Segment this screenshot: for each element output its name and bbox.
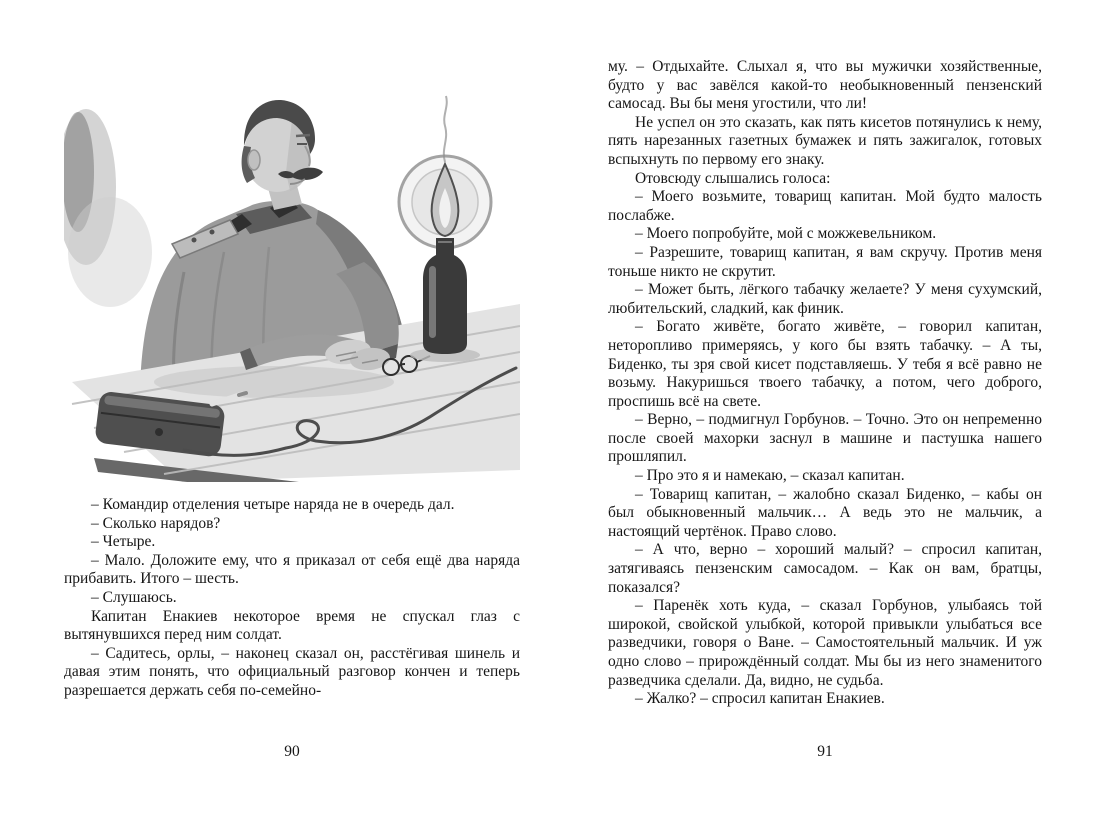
illustration-drawing (64, 52, 520, 482)
right-text-block (608, 58, 1042, 709)
paragraph: му. – Отдыхайте. Слыхал я, что вы мужички хозяйственные, будто у вас завёлся какой-то необыкновенный пензенский самосад. Вы бы меня угостили, что ли! (608, 58, 1042, 113)
paragraph: Капитан Енакиев некоторое время не спускал глаз с вытянувшихся перед ним солдат. (64, 607, 520, 644)
background-wash (64, 109, 152, 307)
paragraph: – Четыре. (91, 533, 156, 551)
page-number-right: 91 (817, 743, 833, 760)
illustration (64, 52, 520, 482)
paragraph: – Может быть, лёгкого табачку желаете? У меня сухумский, любительский, сладкий, как финик. (608, 281, 1042, 317)
paragraph: – Сколько нарядов? (91, 514, 221, 532)
paragraph: – Товарищ капитан, – жалобно сказал Биденко, – кабы он был обыкновенный мальчик… А ведь это не мальчик, а настоящий чертёнок. Право слово. (608, 485, 1042, 540)
paragraph: – Верно, – подмигнул Горбунов. – Точно. Это он непременно после своей махорки заснул в машине и пастушка нашего прошляпил. (608, 411, 1042, 466)
page-number-left: 90 (284, 743, 300, 760)
paragraph: – Паренёк хоть куда, – сказал Горбунов, улыбаясь той широкой, свойской улыбкой, которой привыкли улыбаться все разведчики, говоря о Ване. – Самостоятельный мальчик. И уж одно слово – прирождённый солдат. Мы бы из него знаменитого разведчика сделали. Да, видно, не судьба. (608, 597, 1042, 689)
paragraph: – Разрешите, товарищ капитан, я вам скручу. Против меня тоньше никто не скрутит. (608, 243, 1042, 280)
paragraph: – Моего возьмите, товарищ капитан. Мой будто малость послабже. (608, 188, 1042, 224)
paragraph: Не успел он это сказать, как пять кисетов потянулись к нему, пять нарезанных газетных бумажек и пять зажигалок, готовых вспыхнуть по первому его знаку. (608, 113, 1042, 168)
paragraph: – Богато живёте, богато живёте, – говорил капитан, неторопливо примеряясь, у кого бы взять табачку. – А ты, Биденко, ты зря свой кисет подставляешь. У тебя я всё равно не возьму. Накуришься твоего табачку, а потом, чего доброго, проспишь всё на свете. (608, 318, 1042, 410)
smoke-wisp (444, 96, 447, 162)
paragraph: – Мало. Доложите ему, что я приказал от себя ещё два наряда прибавить. Итого – шесть. (64, 551, 520, 588)
paragraph: – Жалко? – спросил капитан Енакиев. (635, 690, 885, 708)
paragraph: – Командир отделения четыре наряда не в очередь дал. (91, 496, 455, 513)
paragraph: – Слушаюсь. (91, 588, 177, 606)
paragraph: – А что, верно – хороший малый? – спросил капитан, затягиваясь пензенским самосадом. – Как он вам, братцы, показался? (608, 541, 1042, 596)
paragraph: Отовсюду слышались голоса: (635, 169, 831, 187)
page-right (608, 0, 1042, 825)
paragraph: – Садитесь, орлы, – наконец сказал он, расстёгивая шинель и давая этим понять, что официальный разговор кончен и теперь разрешается держать себя по-семейно- (64, 644, 520, 699)
page-left (64, 0, 520, 825)
paragraph: – Про это я и намекаю, – сказал капитан. (635, 467, 905, 485)
ear (248, 150, 260, 170)
left-text-block (64, 496, 520, 701)
paragraph: – Моего попробуйте, мой с можжевельником. (635, 225, 937, 243)
